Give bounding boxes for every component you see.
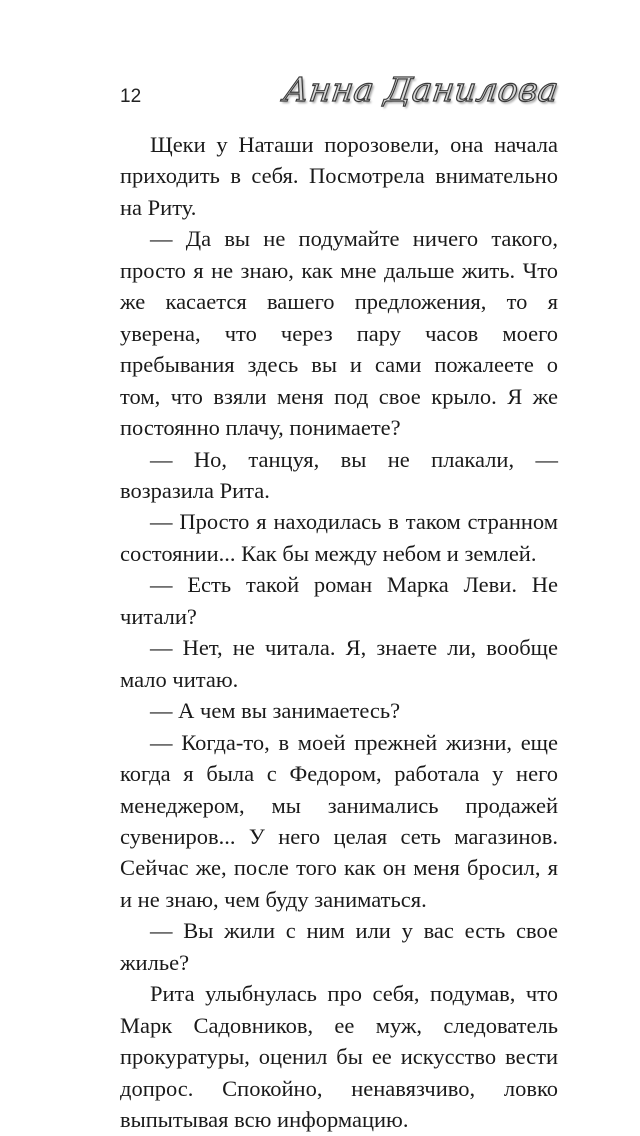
paragraph: — Да вы не подумайте ничего такого, просто я не знаю, как мне дальше жить. Что же касается вашего предложения, то я уверена, что через пару часов моего пребывания здесь вы и сами пожалеете о том, что взяли меня под свое крыло. Я же постоянно плачу, понимаете? — [120, 226, 558, 441]
paragraph: — Вы жили с ним или у вас есть свое жилье? — [120, 918, 558, 975]
paragraph: — Когда-то, в моей прежней жизни, еще когда я была с Федором, работала у него менеджером, мы занимались продажей сувениров... У него целая сеть магазинов. Сейчас же, после того как он меня бросил, я и не знаю, чем буду заниматься. — [120, 729, 558, 912]
running-head-author: Анна Данилова — [280, 70, 561, 109]
paragraph: — Есть такой роман Марка Леви. Не читали? — [120, 572, 558, 629]
text-body — [120, 129, 558, 1136]
page-number: 12 — [120, 86, 142, 107]
paragraph: — Нет, не читала. Я, знаете ли, вообще мало читаю. — [120, 635, 558, 692]
paragraph: Щеки у Наташи порозовели, она начала приходить в себя. Посмотрела внимательно на Риту. — [120, 132, 558, 220]
paragraph: — Просто я находилась в таком странном состоянии... Как бы между небом и землей. — [120, 509, 558, 566]
paragraph: Рита улыбнулась про себя, подумав, что Марк Садовников, ее муж, следователь прокуратуры, оценил бы ее искусство вести допрос. Спокойно, ненавязчиво, ловко выпытывая всю информацию. — [120, 981, 558, 1133]
paragraph: — Но, танцуя, вы не плакали, — возразила Рита. — [120, 446, 558, 503]
paragraph: — А чем вы занимаетесь? — [150, 698, 401, 724]
